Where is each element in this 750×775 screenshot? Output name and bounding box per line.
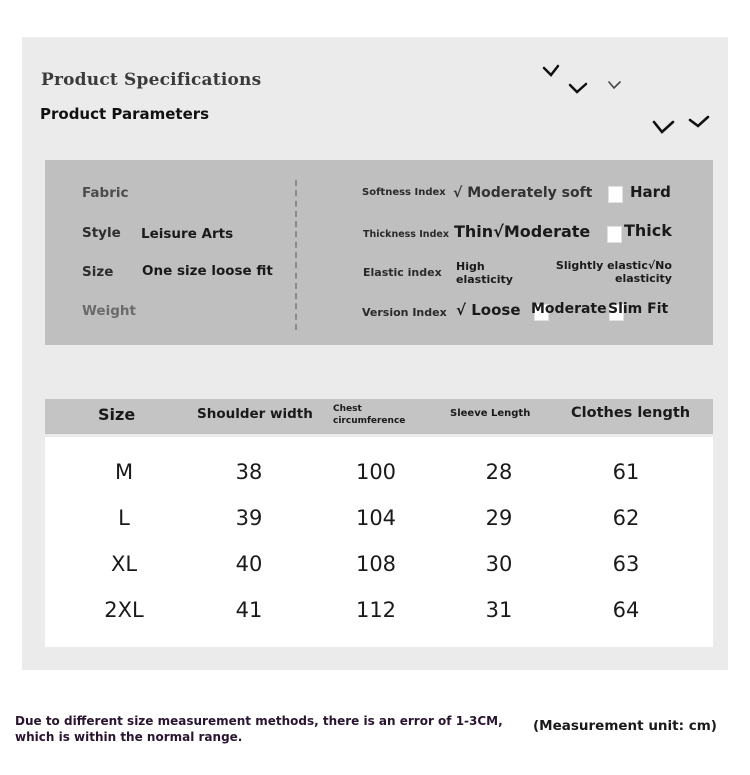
cell-shoulder: 40 bbox=[235, 552, 263, 576]
page-title: Product Specifications bbox=[41, 70, 262, 90]
header-sleeve-length: Sleeve Length bbox=[450, 408, 531, 419]
cell-length: 62 bbox=[612, 506, 640, 530]
size-label: Size bbox=[82, 264, 114, 280]
cell-chest: 108 bbox=[355, 552, 397, 576]
style-value: Leisure Arts bbox=[141, 226, 234, 242]
header-chest-circumference: Chest circumference bbox=[333, 404, 406, 426]
cell-length: 64 bbox=[612, 598, 640, 622]
size-value: One size loose fit bbox=[142, 263, 273, 279]
measurement-note: Due to different size measurement methods, there is an error of 1-3CM, which is within the normal range. bbox=[15, 714, 503, 744]
version-option-slim-fit: Slim Fit bbox=[608, 301, 669, 317]
header-size: Size bbox=[98, 405, 136, 424]
cell-size: M bbox=[114, 460, 134, 484]
bird-icon bbox=[609, 82, 620, 88]
version-option-moderate: Moderate bbox=[531, 301, 607, 317]
cell-sleeve: 30 bbox=[485, 552, 513, 576]
cell-chest: 104 bbox=[355, 506, 397, 530]
thickness-option-thick: Thick bbox=[624, 221, 672, 240]
style-label: Style bbox=[82, 225, 121, 241]
weight-label: Weight bbox=[82, 303, 136, 319]
cell-length: 61 bbox=[612, 460, 640, 484]
softness-index-label: Softness Index bbox=[362, 187, 446, 198]
cell-shoulder: 41 bbox=[235, 598, 263, 622]
elastic-option-high: High elasticity bbox=[456, 260, 513, 286]
cell-chest: 112 bbox=[355, 598, 397, 622]
section-subtitle: Product Parameters bbox=[40, 105, 210, 123]
cell-size: L bbox=[118, 506, 130, 530]
bird-icon bbox=[654, 122, 673, 132]
header-shoulder-width: Shoulder width bbox=[197, 406, 313, 422]
cell-sleeve: 31 bbox=[485, 598, 513, 622]
softness-option-moderately-soft: √ Moderately soft bbox=[453, 185, 593, 201]
version-option-loose: √ Loose bbox=[456, 301, 521, 319]
version-index-label: Version Index bbox=[362, 306, 447, 319]
birds-decoration bbox=[530, 55, 730, 155]
fabric-label: Fabric bbox=[82, 185, 129, 201]
cell-shoulder: 38 bbox=[235, 460, 263, 484]
checkbox-icon bbox=[607, 226, 622, 243]
softness-option-hard: Hard bbox=[630, 183, 671, 201]
elastic-option-slight-none: Slightly elastic√No elasticity bbox=[555, 259, 672, 285]
bird-icon bbox=[570, 84, 586, 92]
checkbox-icon bbox=[608, 186, 623, 203]
thickness-index-label: Thickness Index bbox=[363, 229, 449, 240]
cell-sleeve: 29 bbox=[485, 506, 513, 530]
header-clothes-length: Clothes length bbox=[571, 405, 691, 421]
cell-chest: 100 bbox=[355, 460, 397, 484]
parameters-divider bbox=[295, 180, 297, 330]
bird-icon bbox=[690, 117, 708, 126]
bird-icon bbox=[544, 66, 558, 75]
cell-size: 2XL bbox=[104, 598, 144, 622]
measurement-unit: (Measurement unit: cm) bbox=[533, 718, 717, 734]
cell-sleeve: 28 bbox=[485, 460, 513, 484]
thickness-option-moderate: Thin√Moderate bbox=[454, 222, 591, 241]
cell-size: XL bbox=[110, 552, 138, 576]
cell-length: 63 bbox=[612, 552, 640, 576]
elastic-index-label: Elastic index bbox=[363, 266, 442, 279]
cell-shoulder: 39 bbox=[235, 506, 263, 530]
